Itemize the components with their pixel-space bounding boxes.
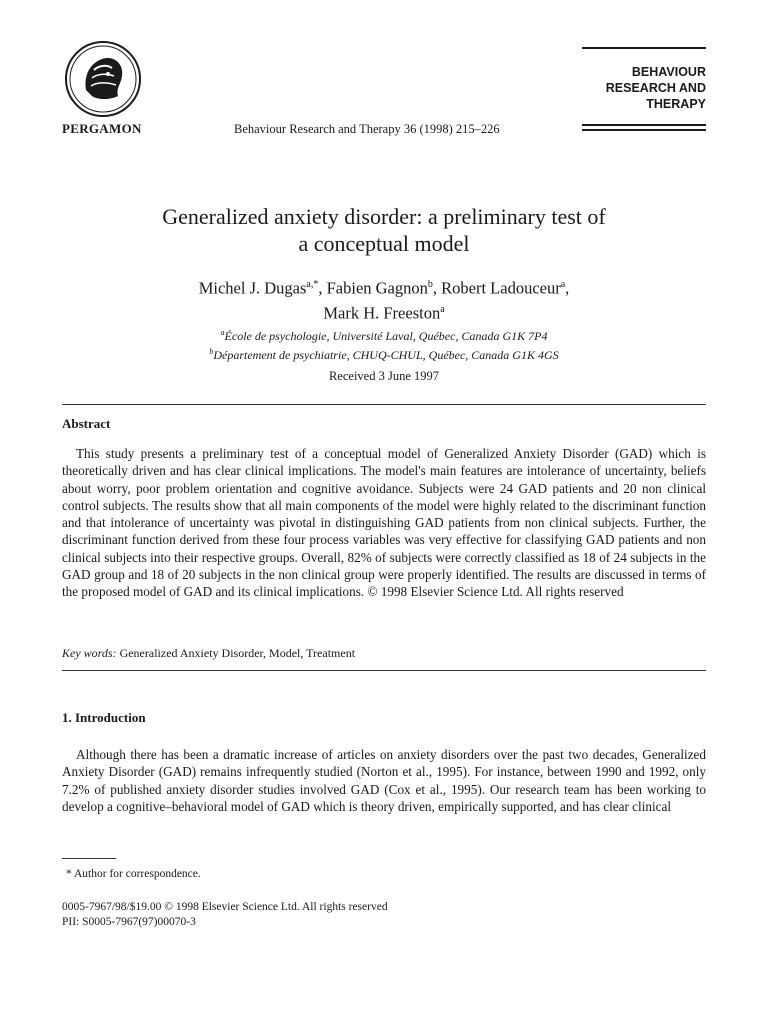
- introduction-text: Although there has been a dramatic increase of articles on anxiety disorders over the past two decades, Generalized Anxiety Disorder (GAD) remains infrequently studied (Norton et al., 1995). For instance, between 1990 and 1992, only 7.2% of published anxiety disorder studies involved GAD (Cox et al., 1995). Our research team has been working to develop a cognitive–behavioral model of GAD which is theory driven, empirically supported, and has clear clinical: [62, 747, 706, 814]
- keywords: [62, 646, 355, 661]
- received-date: Received 3 June 1997: [328, 369, 440, 383]
- author-name: Fabien Gagnon: [326, 278, 428, 298]
- abstract-rule-bottom: [62, 670, 706, 671]
- affiliation-mark: b: [209, 347, 214, 356]
- author-line-1: [60, 274, 708, 299]
- journal-rule-top: [582, 47, 706, 49]
- pergamon-logo-icon: [64, 40, 142, 118]
- abstract-text: This study presents a preliminary test of a conceptual model of Generalized Anxiety Disorder (GAD) which is theoretically driven and has clear clinical implications. The model's main features are intolerance of uncertainty, beliefs about worry, poor problem orientation and cognitive avoidance. Subjects were 24 GAD patients and 20 non clinical control subjects. The results show that all main components of the model were highly related to the discriminant function and that intolerance of uncertainty was pivotal in distinguishing GAD patients from non clinical subjects. Further, the discriminant function derived from these four process variables was very effective for classifying GAD patients and non clinical subjects into their respective groups. Overall, 82% of subjects were correctly classified as 18 of 24 subjects in the GAD group and 18 of 20 subjects in the non clinical group were properly identified. The results are discussed in terms of the proposed model of GAD and its clinical implications. © 1998 Elsevier Science Ltd. All rights reserved: [62, 446, 706, 600]
- journal-citation: Behaviour Research and Therapy 36 (1998) 215–226: [234, 122, 500, 136]
- footnote-rule: [62, 858, 116, 859]
- affiliation-line: [60, 344, 708, 363]
- affiliation-line: [60, 325, 708, 344]
- footnote-correspondence: * Author for correspondence.: [66, 868, 201, 880]
- journal-rule-bottom-1: [582, 124, 706, 126]
- author-name: Mark H. Freeston: [323, 303, 441, 322]
- author-affiliation-mark: a: [440, 303, 445, 315]
- journal-title-line: BEHAVIOUR: [631, 65, 706, 79]
- author-separator: ,: [432, 278, 442, 298]
- journal-title-line: RESEARCH AND: [605, 81, 706, 95]
- affiliation-text: École de psychologie, Université Laval, Québec, Canada G1K 7P4: [224, 329, 548, 343]
- affiliation-text: Département de psychiatrie, CHUQ-CHUL, Québec, Canada G1K 4GS: [213, 348, 559, 362]
- author-name: Robert Ladouceur: [441, 278, 561, 298]
- publisher-name: PERGAMON: [62, 121, 142, 136]
- affiliation-mark: a: [220, 328, 225, 337]
- journal-rule-bottom-2: [582, 129, 706, 131]
- author-separator: ,: [565, 278, 570, 298]
- keywords-label: Key words:: [62, 646, 117, 660]
- keywords-list: Generalized Anxiety Disorder, Model, Treatment: [119, 646, 356, 660]
- abstract-heading: Abstract: [62, 416, 111, 431]
- journal-title: [560, 64, 706, 112]
- affiliations: [60, 325, 708, 363]
- copyright-line: 0005-7967/98/$19.00 © 1998 Elsevier Science Ltd. All rights reserved: [62, 901, 388, 913]
- author-name: Michel J. Dugas: [198, 278, 307, 298]
- section-heading-introduction: 1. Introduction: [62, 710, 146, 725]
- author-separator: ,: [318, 278, 327, 298]
- author-line-2: [60, 299, 708, 324]
- author-list: [60, 274, 708, 323]
- abstract-rule-top: [62, 404, 706, 405]
- journal-title-line: THERAPY: [646, 97, 706, 111]
- article-title: [60, 203, 708, 257]
- author-affiliation-mark: b: [427, 279, 433, 290]
- article-title-line: a conceptual model: [298, 231, 470, 256]
- pii-line: PII: S0005-7967(97)00070-3: [62, 916, 196, 928]
- article-title-line: Generalized anxiety disorder: a preliminary test of: [162, 204, 606, 229]
- author-affiliation-mark: a,*: [306, 279, 319, 290]
- publisher-logo: [64, 40, 142, 118]
- author-affiliation-mark: a: [560, 279, 566, 290]
